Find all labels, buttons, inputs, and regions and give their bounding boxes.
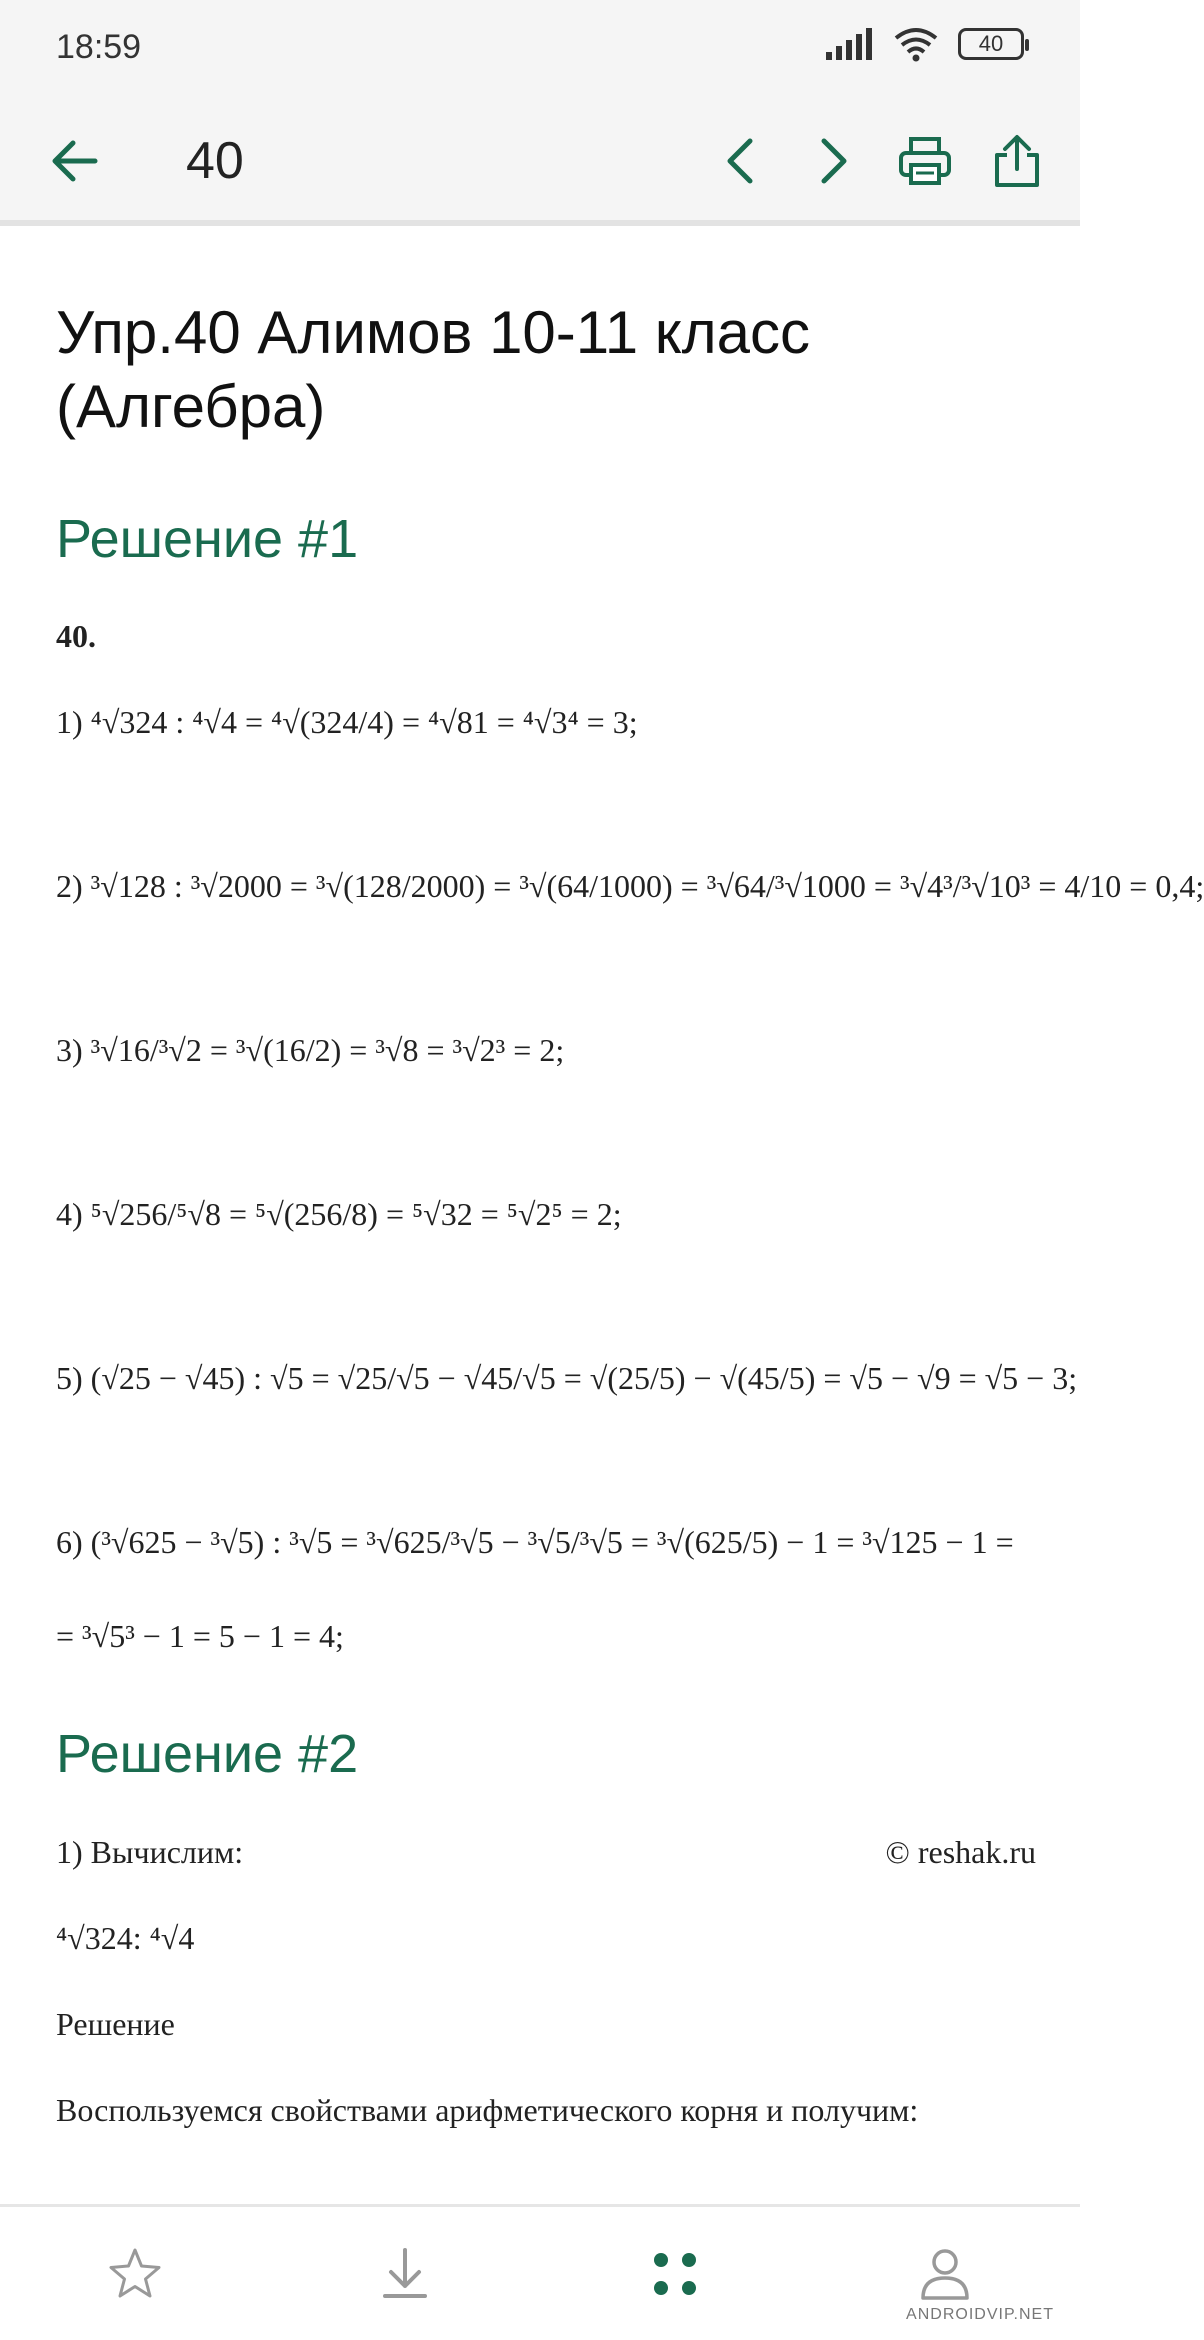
download-icon xyxy=(375,2244,435,2304)
watermark-text: ANDROIDVIP.NET xyxy=(906,2306,1054,2323)
solution-2-expression: ⁴√324: ⁴√4 xyxy=(56,1920,195,1956)
prev-button[interactable] xyxy=(706,126,776,196)
app-bar-title: 40 xyxy=(186,132,244,190)
next-button[interactable] xyxy=(798,126,868,196)
app-bar-actions xyxy=(706,126,1052,196)
share-icon xyxy=(989,133,1045,189)
equation-5: 5) (√25 − √45) : √5 = √25/√5 − √45/√5 = √(25/5) − √(45/5) = √5 − √9 = √5 − 3; xyxy=(56,1360,1078,1396)
content-area xyxy=(56,226,1204,2133)
apps-button[interactable] xyxy=(625,2224,725,2324)
status-bar xyxy=(0,0,1080,96)
status-icons xyxy=(826,26,1024,62)
person-icon xyxy=(915,2244,975,2304)
page-title xyxy=(56,296,1036,444)
solution-2-label: Решение xyxy=(56,2006,175,2042)
solution-2-explanation: Воспользуемся свойствами арифметического корня и получим: xyxy=(56,2092,919,2128)
status-time: 18:59 xyxy=(56,28,142,66)
wifi-icon xyxy=(892,26,940,62)
page-title-line2: (Алгебра) xyxy=(56,373,326,440)
equation-6-continued: = ³√5³ − 1 = 5 − 1 = 4; xyxy=(56,1618,344,1654)
signal-icon xyxy=(826,28,874,60)
favorite-button[interactable] xyxy=(85,2224,185,2324)
copyright-text: © reshak.ru xyxy=(885,1834,1036,1870)
share-button[interactable] xyxy=(982,126,1052,196)
exercise-number: 40. xyxy=(56,618,96,654)
page-title-line1: Упр.40 Алимов 10-11 класс xyxy=(56,299,811,366)
chevron-left-icon xyxy=(716,133,766,189)
printer-icon xyxy=(897,133,953,189)
arrow-left-icon xyxy=(47,133,103,189)
equation-1: 1) ⁴√324 : ⁴√4 = ⁴√(324/4) = ⁴√81 = ⁴√3⁴ = 3; xyxy=(56,704,638,740)
solution-2-title: Решение #2 xyxy=(56,1724,359,1784)
equation-3: 3) ³√16/³√2 = ³√(16/2) = ³√8 = ³√2³ = 2; xyxy=(56,1032,565,1068)
star-icon xyxy=(105,2244,165,2304)
download-button[interactable] xyxy=(355,2224,455,2324)
solution-2-step-1 xyxy=(56,1829,1036,1875)
battery-indicator: 40 xyxy=(958,28,1024,60)
dots-grid-icon xyxy=(645,2244,705,2304)
equation-4: 4) ⁵√256/⁵√8 = ⁵√(256/8) = ⁵√32 = ⁵√2⁵ = 2; xyxy=(56,1196,622,1232)
chevron-right-icon xyxy=(808,133,858,189)
solution-1-title: Решение #1 xyxy=(56,509,359,569)
bottom-navigation xyxy=(0,2204,1080,2340)
equation-6: 6) (³√625 − ³√5) : ³√5 = ³√625/³√5 − ³√5/³√5 = ³√(625/5) − 1 = ³√125 − 1 = xyxy=(56,1524,1014,1560)
equation-2: 2) ³√128 : ³√2000 = ³√(128/2000) = ³√(64/1000) = ³√64/³√1000 = ³√4³/³√10³ = 4/10 = 0,4; xyxy=(56,868,1204,904)
step-1-label: 1) Вычислим: xyxy=(56,1834,244,1870)
back-button[interactable] xyxy=(40,126,110,196)
print-button[interactable] xyxy=(890,126,960,196)
app-bar xyxy=(0,96,1080,226)
